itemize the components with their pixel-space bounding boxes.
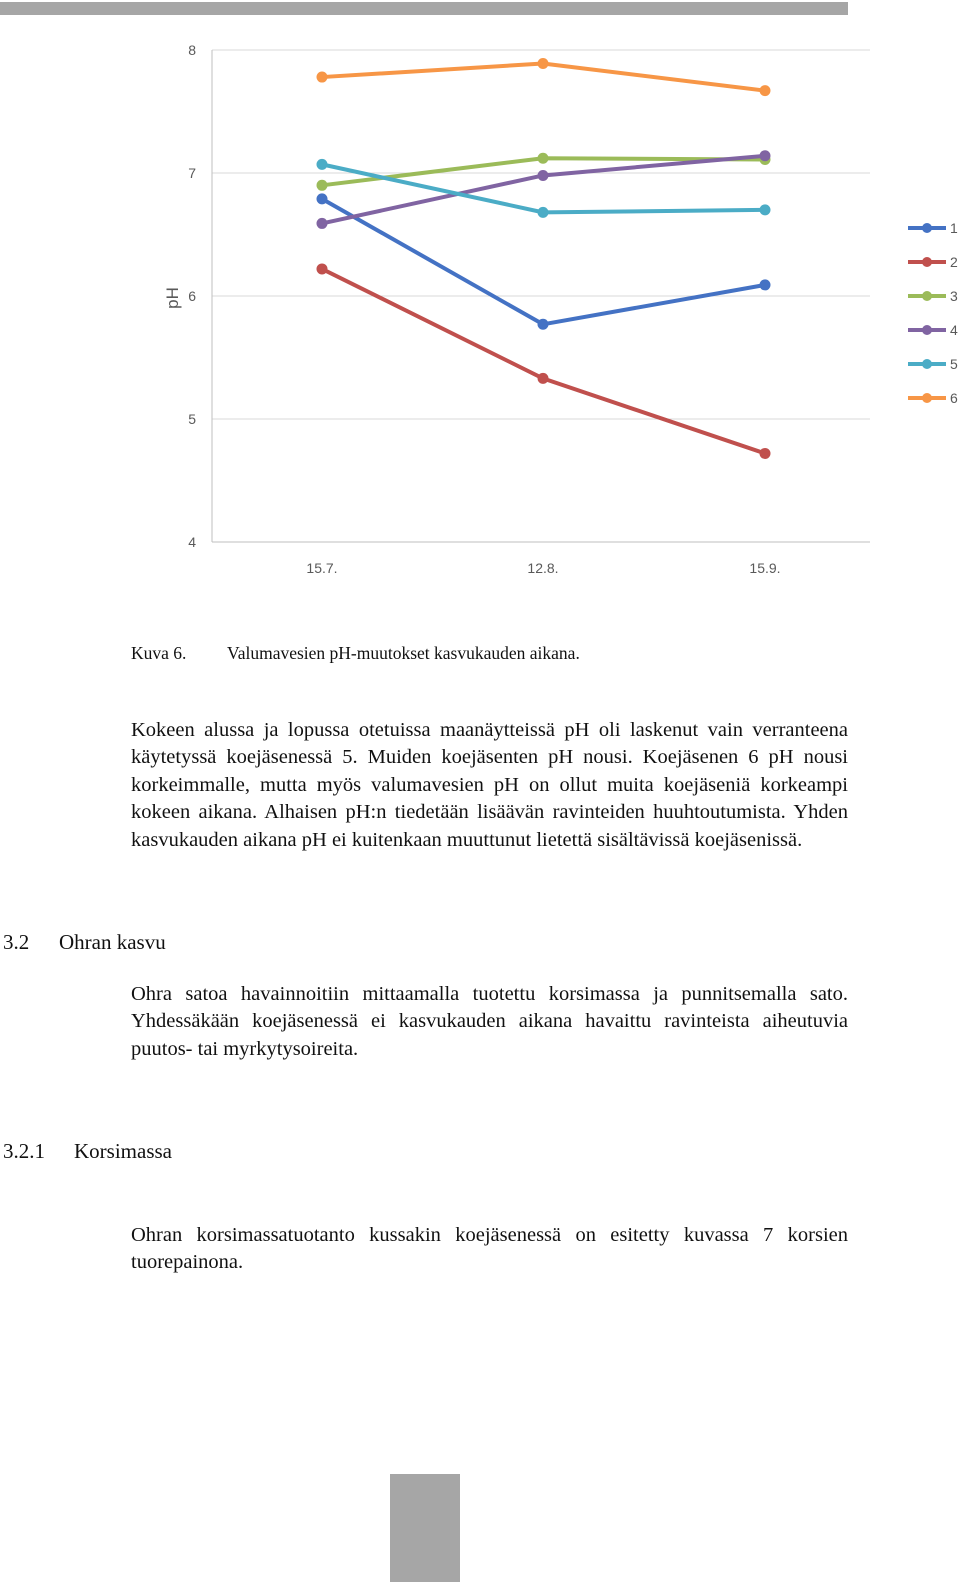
x-tick-label: 15.9. <box>749 560 781 576</box>
legend-label-4: 4 <box>950 322 958 338</box>
data-point-series-1 <box>317 193 328 204</box>
data-point-series-2 <box>760 448 771 459</box>
legend-label-2: 2 <box>950 254 958 270</box>
y-axis-title: pH <box>163 287 182 309</box>
y-tick-label: 7 <box>188 165 196 181</box>
figure-caption <box>131 643 580 664</box>
legend-swatch-marker-5 <box>922 359 932 369</box>
legend-label-3: 3 <box>950 288 958 304</box>
data-point-series-2 <box>317 263 328 274</box>
legend-label-1: 1 <box>950 220 958 236</box>
legend-swatch-marker-1 <box>922 223 932 233</box>
data-point-series-6 <box>760 85 771 96</box>
legend-swatch-marker-4 <box>922 325 932 335</box>
data-point-series-2 <box>538 373 549 384</box>
data-point-series-4 <box>317 218 328 229</box>
section-heading <box>3 930 166 955</box>
figure-caption-text: Valumavesien pH-muutokset kasvukauden aikana. <box>227 643 580 663</box>
data-point-series-1 <box>760 279 771 290</box>
section-title: Ohran kasvu <box>59 930 166 954</box>
data-point-series-4 <box>760 150 771 161</box>
section-number: 3.2 <box>3 930 30 954</box>
legend-swatch-marker-6 <box>922 393 932 403</box>
y-tick-label: 6 <box>188 288 196 304</box>
subsection-heading <box>3 1139 172 1164</box>
legend-swatch-marker-3 <box>922 291 932 301</box>
legend-swatch-marker-2 <box>922 257 932 267</box>
data-point-series-3 <box>538 153 549 164</box>
data-point-series-5 <box>317 159 328 170</box>
y-tick-label: 5 <box>188 411 196 427</box>
data-point-series-5 <box>760 204 771 215</box>
paragraph-ph-results: Kokeen alussa ja lopussa otetuissa maanäytteissä pH oli laskenut vain verranteena käytetyssä koejäsenessä 5. Muiden koejäsenten pH nousi. Koejäsenen 6 pH nousi korkeimmalle, mutta myös valumavesien pH on ollut muita koejäseniä korkeampi kokeen aikana. Alhaisen pH:n tiedetään lisäävän ravinteiden huuhtoutumista. Yhden kasvukauden aikana pH ei kuitenkaan muuttunut lietettä sisältävissä koejäsenissä. <box>131 719 848 851</box>
subsection-title: Korsimassa <box>74 1139 172 1163</box>
legend-label-5: 5 <box>950 356 958 372</box>
paragraph-barley-growth: Ohra satoa havainnoitiin mittaamalla tuotettu korsimassa ja punnitsemalla sato. Yhdessäkään koejäsenessä ei kasvukauden aikana havaittu ravinteista aiheutuvia puutos- tai myrkytysoireita. <box>131 983 848 1060</box>
subsection-number: 3.2.1 <box>3 1139 45 1163</box>
y-tick-label: 8 <box>188 42 196 58</box>
page-footer-block <box>390 1474 460 1582</box>
y-tick-label: 4 <box>188 534 196 550</box>
x-tick-label: 15.7. <box>306 560 338 576</box>
data-point-series-5 <box>538 207 549 218</box>
paragraph-straw-mass: Ohran korsimassatuotanto kussakin koejäsenessä on esitetty kuvassa 7 korsien tuorepainona. <box>131 1224 848 1274</box>
data-point-series-3 <box>317 180 328 191</box>
x-tick-label: 12.8. <box>527 560 559 576</box>
ph-line-chart <box>0 0 960 610</box>
data-point-series-4 <box>538 170 549 181</box>
data-point-series-6 <box>317 72 328 83</box>
data-point-series-6 <box>538 58 549 69</box>
data-point-series-1 <box>538 319 549 330</box>
legend-label-6: 6 <box>950 390 958 406</box>
figure-number: Kuva 6. <box>131 643 187 663</box>
